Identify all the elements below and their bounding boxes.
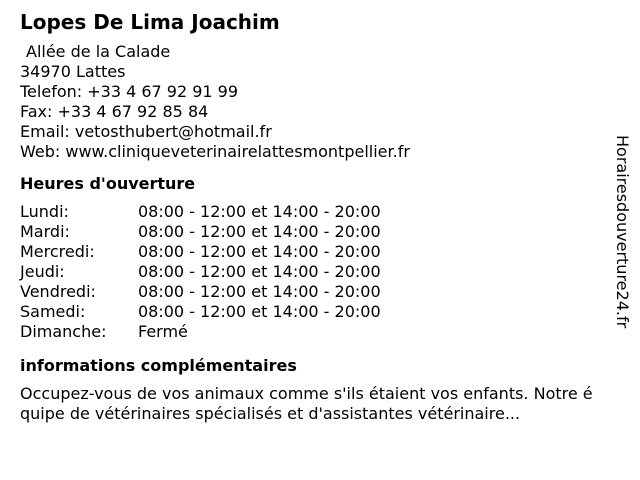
watermark-text: Horairesdouverture24.fr: [613, 135, 632, 329]
day-label: Lundi:: [20, 202, 69, 221]
day-label: Mercredi:: [20, 242, 95, 261]
day-label: Jeudi:: [20, 262, 65, 281]
day-label: Mardi:: [20, 222, 70, 241]
day-label: Vendredi:: [20, 282, 96, 301]
day-label: Samedi:: [20, 302, 86, 321]
time-value: 08:00 - 12:00 et 14:00 - 20:00: [138, 282, 381, 301]
info-heading: informations complémentaires: [20, 356, 297, 375]
hours-row-saturday: [20, 302, 600, 322]
business-card: [20, 10, 600, 424]
phone-line: Telefon: +33 4 67 92 91 99: [20, 82, 239, 101]
info-text: Occupez-vous de vos animaux comme s'ils étaient vos enfants. Notre équipe de vétérinaires spécialisés et d'assistantes vétérinaire...: [20, 384, 593, 423]
hours-row-sunday: [20, 322, 600, 342]
hours-row-monday: [20, 202, 600, 222]
time-value: 08:00 - 12:00 et 14:00 - 20:00: [138, 262, 381, 281]
hours-row-thursday: [20, 262, 600, 282]
hours-row-friday: [20, 282, 600, 302]
fax-line: Fax: +33 4 67 92 85 84: [20, 102, 209, 121]
city-line: 34970 Lattes: [20, 62, 126, 81]
time-value: 08:00 - 12:00 et 14:00 - 20:00: [138, 222, 381, 241]
street-address: Allée de la Calade: [26, 42, 171, 61]
web-line: Web: www.cliniqueveterinairelattesmontpellier.fr: [20, 142, 410, 161]
time-value: 08:00 - 12:00 et 14:00 - 20:00: [138, 242, 381, 261]
time-value: 08:00 - 12:00 et 14:00 - 20:00: [138, 302, 381, 321]
time-value: Fermé: [138, 322, 188, 341]
hours-table: [20, 202, 600, 342]
hours-row-wednesday: [20, 242, 600, 262]
time-value: 08:00 - 12:00 et 14:00 - 20:00: [138, 202, 381, 221]
address-block: [20, 42, 600, 162]
day-label: Dimanche:: [20, 322, 107, 341]
hours-row-tuesday: [20, 222, 600, 242]
email-line: Email: vetosthubert@hotmail.fr: [20, 122, 272, 141]
business-name: Lopes De Lima Joachim: [20, 10, 280, 34]
hours-heading: Heures d'ouverture: [20, 174, 196, 193]
